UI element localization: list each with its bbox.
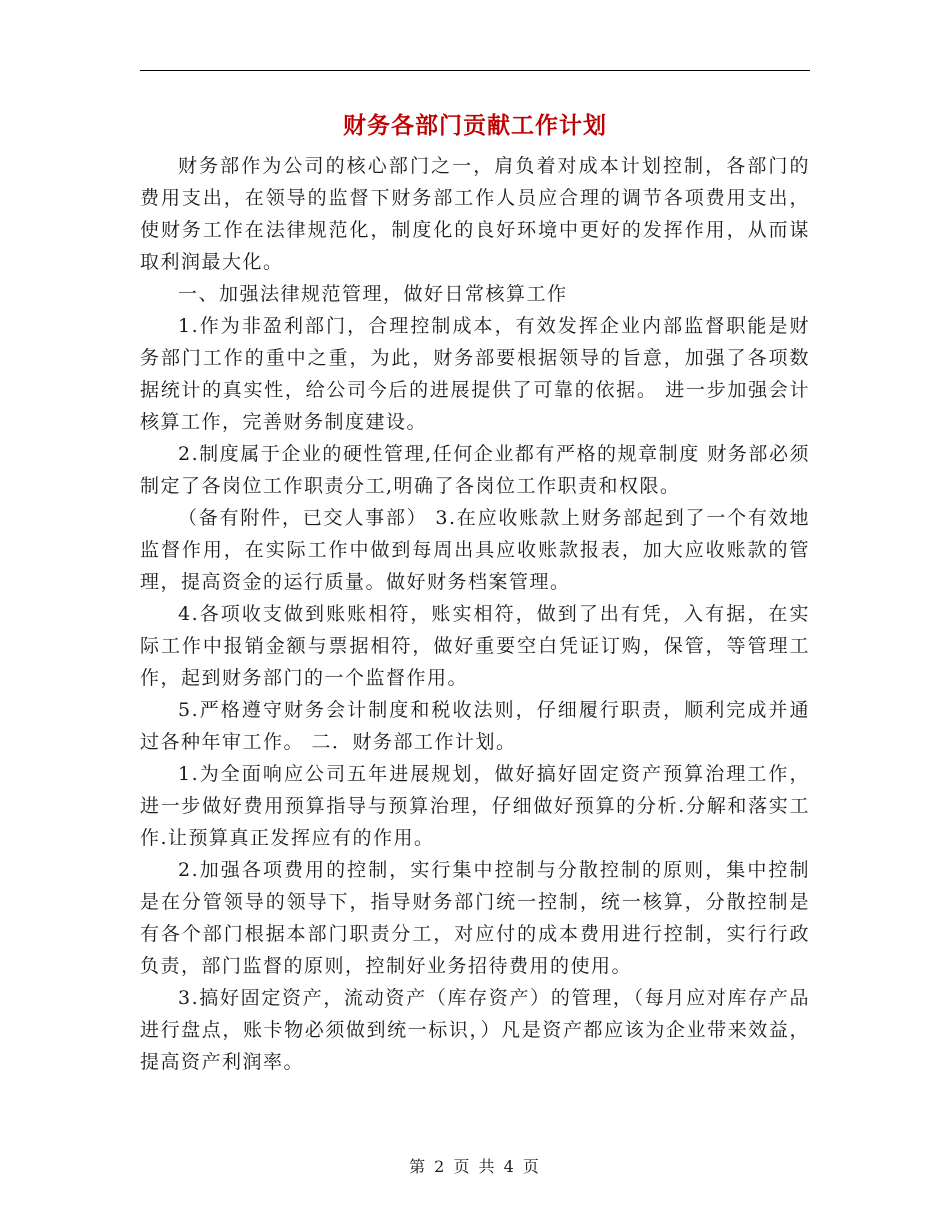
paragraph: （备有附件，已交人事部） 3.在应收账款上财务部起到了一个有效地监督作用，在实际工作中做到每周出具应收账款报表，加大应收账款的管理，提高资金的运行质量。做好财务档案管理。 — [140, 507, 810, 593]
paragraph: 财务部作为公司的核心部门之一，肩负着对成本计划控制，各部门的费用支出，在领导的监督下财务部工作人员应合理的调节各项费用支出，使财务工作在法律规范化，制度化的良好环境中更好的发挥作用，从而谋取利润最大化。 — [140, 155, 810, 273]
header-rule — [140, 70, 810, 71]
paragraph: 3.搞好固定资产，流动资产（库存资产）的管理，（每月应对库存产品进行盘点，账卡物必须做到统一标识，）凡是资产都应该为企业带来效益，提高资产利润率。 — [140, 987, 810, 1073]
document-body — [140, 150, 810, 1078]
section-heading: 一、加强法律规范管理，做好日常核算工作 — [178, 283, 568, 305]
paragraph: 1.作为非盈利部门，合理控制成本，有效发挥企业内部监督职能是财务部门工作的重中之重，为此，财务部要根据领导的旨意，加强了各项数据统计的真实性，给公司今后的进展提供了可靠的依据。 进一步加强会计核算工作，完善财务制度建设。 — [140, 315, 810, 433]
paragraph: 1.为全面响应公司五年进展规划，做好搞好固定资产预算治理工作，进一步做好费用预算指导与预算治理，仔细做好预算的分析.分解和落实工作.让预算真正发挥应有的作用。 — [140, 763, 810, 849]
paragraph: 2.加强各项费用的控制，实行集中控制与分散控制的原则，集中控制是在分管领导的领导下，指导财务部门统一控制，统一核算，分散控制是有各个部门根据本部门职责分工，对应付的成本费用进行控制，实行行政负责，部门监督的原则，控制好业务招待费用的使用。 — [140, 859, 810, 977]
paragraph: 5.严格遵守财务会计制度和税收法则，仔细履行职责，顺利完成并通过各种年审工作。 二．财务部工作计划。 — [140, 699, 810, 753]
paragraph: 2.制度属于企业的硬性管理,任何企业都有严格的规章制度 财务部必须制定了各岗位工作职责分工,明确了各岗位工作职责和权限。 — [140, 443, 810, 497]
paragraph: 4.各项收支做到账账相符，账实相符，做到了出有凭，入有据，在实际工作中报销金额与票据相符，做好重要空白凭证订购，保管，等管理工作，起到财务部门的一个监督作用。 — [140, 603, 810, 689]
document-title: 财务各部门贡献工作计划 — [343, 112, 607, 139]
page-number: 第 2 页 共 4 页 — [409, 1157, 541, 1176]
